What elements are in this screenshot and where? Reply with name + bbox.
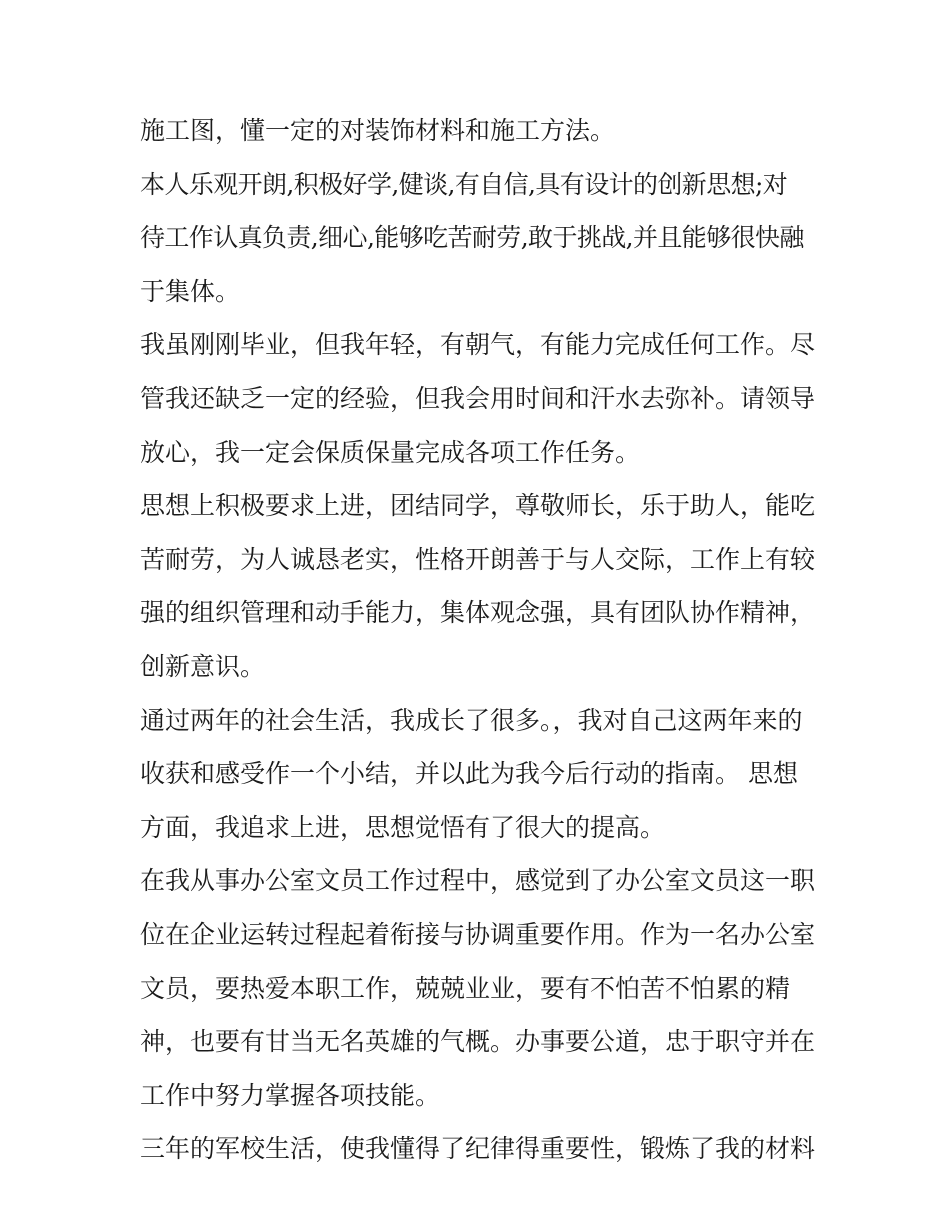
text-line: 文员，要热爱本职工作，兢兢业业，要有不怕苦不怕累的精 [140,973,791,1003]
text-line: 神，也要有甘当无名英雄的气概。办事要公道，忠于职守并在 [140,1027,816,1057]
text-line: 工作中努力掌握各项技能。 [140,1080,441,1110]
text-line: 方面，我追求上进，思想觉悟有了很大的提高。 [140,812,666,842]
text-line: 待工作认真负责,细心,能够吃苦耐劳,敢于挑战,并且能够很快融 [140,223,804,253]
text-line: 管我还缺乏一定的经验，但我会用时间和汗水去弥补。请领导 [140,383,816,413]
text-line: 于集体。 [140,276,241,306]
text-line: 创新意识。 [140,651,266,681]
text-line: 三年的军校生活，使我懂得了纪律得重要性，锻炼了我的材料 [140,1134,816,1164]
text-line: 施工图，懂一定的对装饰材料和施工方法。 [140,116,616,145]
text-line: 通过两年的社会生活，我成长了很多。，我对自己这两年来的 [140,705,803,735]
text-line: 我虽刚刚毕业，但我年轻，有朝气，有能力完成任何工作。尽 [140,330,816,360]
text-line: 在我从事办公室文员工作过程中，感觉到了办公室文员这一职 [140,866,816,896]
text-line: 强的组织管理和动手能力，集体观念强，具有团队协作精神， [140,598,816,628]
text-line: 苦耐劳，为人诚恳老实，性格开朗善于与人交际，工作上有较 [140,544,816,574]
document-body [140,104,820,1176]
text-line: 收获和感受作一个小结，并以此为我今后行动的指南。 思想 [140,759,798,789]
text-line: 本人乐观开朗,积极好学,健谈,有自信,具有设计的创新思想;对 [140,169,788,199]
text-line: 位在企业运转过程起着衔接与协调重要作用。作为一名办公室 [140,919,816,949]
text-line: 思想上积极要求上进，团结同学，尊敬师长，乐于助人，能吃 [140,491,816,521]
text-line: 放心，我一定会保质保量完成各项工作任务。 [140,437,641,467]
